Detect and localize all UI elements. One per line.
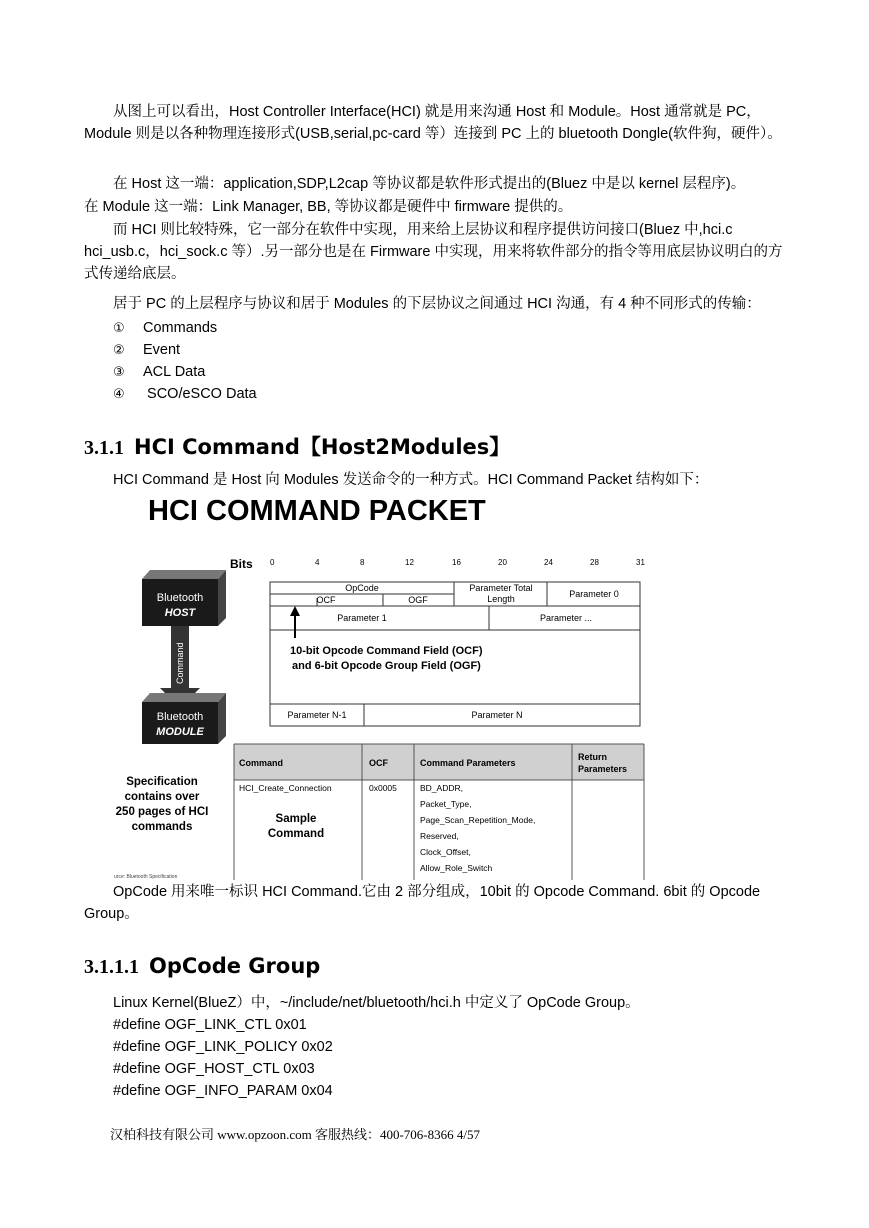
param1-label: Parameter 1 (337, 613, 387, 623)
bit-tick: 16 (452, 558, 461, 567)
list-item (113, 317, 217, 340)
bit-tick: 28 (590, 558, 599, 567)
host-label-2: HOST (164, 607, 196, 619)
spec-text: contains over (124, 791, 200, 803)
figure-note-ocf: 10-bit Opcode Command Field (OCF) (290, 645, 483, 657)
table-header: Parameters (578, 764, 628, 774)
heading-title: OpCode Group (149, 954, 321, 978)
ogf-label: OGF (408, 595, 428, 605)
figure-title: HCI COMMAND PACKET (148, 495, 486, 527)
bit-tick: 20 (498, 558, 507, 567)
list-text: ACL Data (143, 364, 206, 380)
table-header: Command Parameters (420, 758, 516, 768)
bit-tick: 0 (270, 558, 275, 567)
list-text: Event (143, 342, 181, 358)
heading-number: 3.1.1 (84, 437, 124, 459)
table-cell-command: HCI_Create_Connection (239, 783, 332, 793)
list-item (113, 361, 205, 384)
paragraph-module: 在 Module 这一端：Link Manager, BB, 等协议都是硬件中 firmware 提供的。 (84, 199, 573, 215)
list-item (113, 339, 180, 362)
module-label-2: MODULE (156, 726, 204, 738)
code-line: #define OGF_HOST_CTL 0x03 (113, 1061, 315, 1077)
table-cell-ocf: 0x0005 (369, 783, 397, 793)
paragraph-host: 在 Host 这一端：application,SDP,L2cap 等协议都是软件形式提出的(Bluez 中是以 kernel 层程序)。 (113, 176, 746, 192)
table-cell-param: Packet_Type, (420, 799, 472, 809)
paramN-label: Parameter N (471, 710, 523, 720)
list-item (113, 383, 257, 406)
table-cell-param: Clock_Offset, (420, 847, 471, 857)
spec-text: Specification (126, 776, 198, 788)
host-cube (142, 570, 226, 626)
param0-label: Parameter 0 (569, 589, 619, 599)
table-header: OCF (369, 758, 388, 768)
paragraph-transports: 居于 PC 的上层程序与协议和居于 Modules 的下层协议之间通过 HCI 沟通，有 4 种不同形式的传输： (113, 296, 761, 312)
table-header: Return (578, 752, 607, 762)
module-label-1: Bluetooth (156, 711, 204, 723)
module-cube (142, 693, 226, 744)
code-line: #define OGF_INFO_PARAM 0x04 (113, 1083, 333, 1099)
list-number: ③ (113, 365, 125, 380)
list-number: ④ (113, 387, 125, 402)
bit-tick: 4 (315, 558, 320, 567)
page-footer: 汉柏科技有限公司 www.opzoon.com 客服热线：400-706-8366 4/57 (110, 1127, 480, 1142)
paragraph-opcode: OpCode 用来唯一标识 HCI Command.它由 2 部分组成，10bit 的 Opcode Command. 6bit 的 Opcode Group。 (84, 884, 761, 922)
ocf-label: OCF (316, 595, 336, 605)
bits-label: Bits (230, 557, 253, 571)
paramN1-label: Parameter N-1 (287, 710, 347, 720)
hci-command-packet-figure (112, 492, 652, 880)
bit-tick: 8 (360, 558, 365, 567)
heading-title: HCI Command【Host2Modules】 (134, 435, 511, 459)
code-line: #define OGF_LINK_POLICY 0x02 (113, 1039, 333, 1055)
paragraph-intro: 从图上可以看出，Host Controller Interface(HCI) 就是用来沟通 Host 和 Module。Host 通常就是 PC，Module 则是以各种物理连接形式(USB,serial,pc-card 等）连接到 PC 上的 bluetooth Dongle(软件狗，硬件）。 (84, 104, 782, 142)
paragraph-linux-kernel: Linux Kernel(BlueZ）中，~/include/net/bluetooth/hci.h 中定义了 OpCode Group。 (113, 995, 640, 1011)
host-label-1: Bluetooth (156, 592, 204, 604)
table-cell-param: Page_Scan_Repetition_Mode, (420, 815, 536, 825)
paragraph-hci-command: HCI Command 是 Host 向 Modules 发送命令的一种方式。HCI Command Packet 结构如下： (113, 472, 709, 488)
param-more-label: Parameter ... (539, 613, 593, 623)
table-header: Command (239, 758, 284, 768)
table-cell-param: Allow_Role_Switch (420, 863, 493, 873)
list-number: ① (113, 321, 125, 336)
table-cell-param: Reserved, (420, 831, 459, 841)
list-text: Commands (143, 320, 218, 336)
list-number: ② (113, 343, 125, 358)
paragraph-hci: 而 HCI 则比较特殊，它一部分在软件中实现，用来给上层协议和程序提供访问接口(Bluez 中,hci.c hci_usb.c，hci_sock.c 等）.另一部分也是在 Firmware 中实现，用来将软件部分的指令等用底层协议明白的方式传递给底层。 (84, 222, 783, 282)
code-line: #define OGF_LINK_CTL 0x01 (113, 1017, 307, 1033)
figure-source: urce: Bluetooth Specification (114, 874, 178, 880)
bit-tick: 24 (544, 558, 553, 567)
bit-tick: 12 (405, 558, 414, 567)
section-heading-hci-command (84, 431, 510, 461)
arrow-command-label: Command (175, 642, 185, 684)
spec-text: commands (131, 821, 193, 833)
param-total-label: Parameter Total (469, 583, 533, 593)
sample-command-text: Command (267, 828, 325, 840)
figure-note-ogf: and 6-bit Opcode Group Field (OGF) (292, 660, 481, 672)
list-text: SCO/eSCO Data (143, 386, 257, 402)
command-table (234, 744, 644, 880)
spec-text: 250 pages of HCI (115, 806, 209, 818)
param-length-label: Length (487, 594, 515, 604)
table-cell-param: BD_ADDR, (420, 783, 463, 793)
opcode-label: OpCode (345, 583, 379, 593)
bit-tick: 31 (636, 558, 645, 567)
heading-number: 3.1.1.1 (84, 956, 139, 978)
pointer-arrowhead (290, 606, 300, 616)
sample-command-text: Sample (275, 813, 317, 825)
section-heading-opcode-group (84, 954, 320, 979)
